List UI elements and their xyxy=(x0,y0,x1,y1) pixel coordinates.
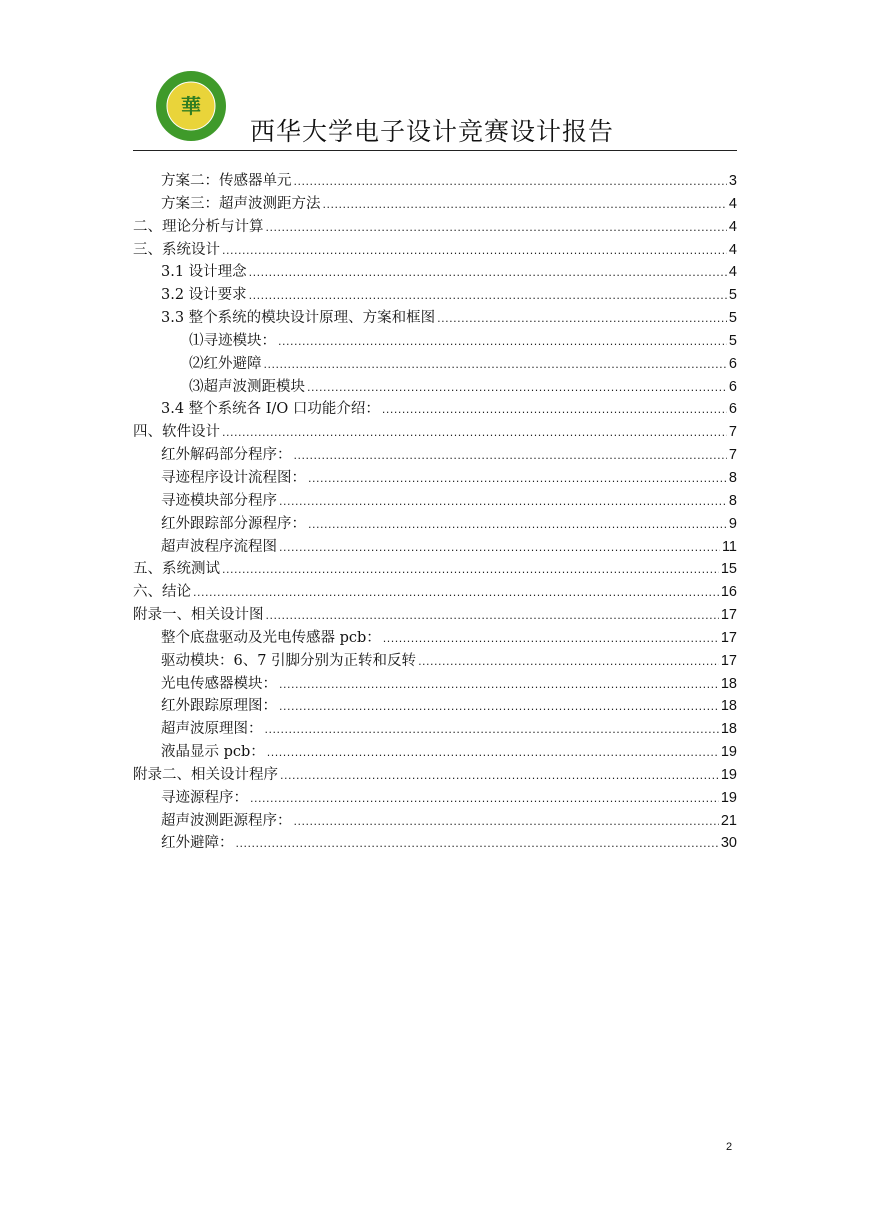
toc-dot-leader xyxy=(278,331,727,354)
toc-entry-label: 四、软件设计 xyxy=(133,424,220,441)
toc-entry[interactable] xyxy=(133,170,737,193)
toc-entry[interactable] xyxy=(133,536,737,559)
toc-entry-page: 18 xyxy=(720,675,737,692)
toc-entry[interactable] xyxy=(133,193,737,216)
toc-dot-leader xyxy=(222,422,727,445)
toc-dot-leader xyxy=(279,674,719,697)
toc-entry[interactable] xyxy=(133,810,737,833)
toc-entry[interactable] xyxy=(133,832,737,855)
toc-entry[interactable] xyxy=(133,444,737,467)
toc-entry-label: 驱动模块：6、7 引脚分别为正转和反转 xyxy=(161,652,417,669)
toc-entry[interactable] xyxy=(133,330,737,353)
toc-entry-label: ⑶超声波测距模块 xyxy=(189,378,305,395)
toc-dot-leader xyxy=(222,559,719,582)
logo-seal-icon xyxy=(155,70,227,142)
toc-entry-page: 9 xyxy=(728,515,737,532)
toc-entry[interactable] xyxy=(133,261,737,284)
toc-entry-label: 寻迹源程序： xyxy=(161,789,248,806)
toc-entry-label: 六、结论 xyxy=(133,584,191,601)
toc-dot-leader xyxy=(308,514,727,537)
toc-entry[interactable] xyxy=(133,284,737,307)
toc-entry-page: 16 xyxy=(720,584,737,601)
toc-entry-page: 7 xyxy=(728,447,737,464)
toc-entry-label: 3.4 整个系统各 I/O 口功能介绍： xyxy=(161,401,380,418)
toc-entry-page: 5 xyxy=(728,310,737,327)
toc-entry-label: 超声波原理图： xyxy=(161,721,263,738)
toc-entry-page: 19 xyxy=(720,766,737,783)
toc-entry-page: 17 xyxy=(720,607,737,624)
toc-entry-page: 18 xyxy=(720,721,737,738)
toc-entry[interactable] xyxy=(133,513,737,536)
toc-dot-leader xyxy=(249,285,727,308)
toc-dot-leader xyxy=(264,354,727,377)
svg-text:華: 華 xyxy=(181,94,201,118)
toc-entry-label: 方案三：超声波测距方法 xyxy=(161,195,321,212)
toc-entry-page: 30 xyxy=(720,835,737,852)
toc-entry[interactable] xyxy=(133,490,737,513)
toc-dot-leader xyxy=(250,788,719,811)
toc-entry-label: 红外跟踪部分源程序： xyxy=(161,515,306,532)
toc-dot-leader xyxy=(382,399,727,422)
toc-entry-page: 19 xyxy=(720,744,737,761)
toc-dot-leader xyxy=(193,582,719,605)
toc-entry[interactable] xyxy=(133,604,737,627)
toc-entry-page: 8 xyxy=(728,469,737,486)
toc-dot-leader xyxy=(280,765,719,788)
toc-entry-label: 红外解码部分程序： xyxy=(161,447,292,464)
toc-entry-page: 19 xyxy=(720,789,737,806)
toc-dot-leader xyxy=(437,308,727,331)
table-of-contents xyxy=(133,170,737,855)
toc-entry-label: 整个底盘驱动及光电传感器 pcb： xyxy=(161,629,381,646)
toc-entry[interactable] xyxy=(133,650,737,673)
toc-entry[interactable] xyxy=(133,558,737,581)
toc-entry-page: 17 xyxy=(720,629,737,646)
toc-entry-label: 超声波程序流程图 xyxy=(161,538,277,555)
toc-entry-label: 光电传感器模块： xyxy=(161,675,277,692)
toc-dot-leader xyxy=(236,833,719,856)
toc-entry-label: 3.3 整个系统的模块设计原理、方案和框图 xyxy=(161,310,436,327)
toc-entry-page: 21 xyxy=(720,812,737,829)
toc-dot-leader xyxy=(308,468,727,491)
toc-entry[interactable] xyxy=(133,239,737,262)
toc-dot-leader xyxy=(249,262,727,285)
toc-entry-label: 附录一、相关设计图 xyxy=(133,607,264,624)
toc-entry-label: 3.2 设计要求 xyxy=(161,287,247,304)
page-header-title: 西华大学电子设计竞赛设计报告 xyxy=(250,117,615,146)
toc-entry-page: 4 xyxy=(728,218,737,235)
toc-entry[interactable] xyxy=(133,353,737,376)
toc-entry-page: 6 xyxy=(728,401,737,418)
toc-entry[interactable] xyxy=(133,787,737,810)
toc-entry[interactable] xyxy=(133,398,737,421)
toc-entry-label: 方案二：传感器单元 xyxy=(161,173,292,189)
toc-dot-leader xyxy=(265,719,719,742)
toc-entry-label: ⑵红外避障 xyxy=(189,355,262,372)
toc-entry-page: 6 xyxy=(728,378,737,395)
toc-dot-leader xyxy=(266,605,719,628)
toc-entry[interactable] xyxy=(133,695,737,718)
toc-entry-page: 5 xyxy=(728,287,737,304)
toc-entry-page: 5 xyxy=(728,332,737,349)
toc-dot-leader xyxy=(294,171,727,194)
toc-entry[interactable] xyxy=(133,216,737,239)
toc-dot-leader xyxy=(267,742,719,765)
toc-entry-label: 液晶显示 pcb： xyxy=(161,744,265,761)
toc-dot-leader xyxy=(294,811,719,834)
toc-entry-label: ⑴寻迹模块： xyxy=(189,332,276,349)
page-number: 2 xyxy=(726,1141,733,1153)
toc-entry-page: 7 xyxy=(728,424,737,441)
toc-dot-leader xyxy=(383,628,719,651)
toc-entry[interactable] xyxy=(133,376,737,399)
toc-entry-label: 红外跟踪原理图： xyxy=(161,698,277,715)
toc-dot-leader xyxy=(418,651,719,674)
toc-entry-page: 4 xyxy=(728,195,737,212)
toc-entry-page: 3 xyxy=(728,173,737,189)
toc-entry[interactable] xyxy=(133,741,737,764)
toc-entry-page: 17 xyxy=(720,652,737,669)
toc-entry-label: 五、系统测试 xyxy=(133,561,220,578)
toc-dot-leader xyxy=(294,445,727,468)
toc-entry[interactable] xyxy=(133,718,737,741)
toc-entry[interactable] xyxy=(133,764,737,787)
university-logo xyxy=(155,70,227,142)
toc-entry[interactable] xyxy=(133,307,737,330)
toc-entry-label: 三、系统设计 xyxy=(133,241,220,258)
toc-entry-label: 寻迹模块部分程序 xyxy=(161,492,277,509)
toc-entry[interactable] xyxy=(133,467,737,490)
toc-entry[interactable] xyxy=(133,673,737,696)
toc-entry-page: 6 xyxy=(728,355,737,372)
toc-dot-leader xyxy=(222,240,727,263)
toc-entry[interactable] xyxy=(133,421,737,444)
toc-entry-page: 15 xyxy=(720,561,737,578)
toc-dot-leader xyxy=(279,537,720,560)
toc-entry-label: 寻迹程序设计流程图： xyxy=(161,469,306,486)
toc-entry-page: 11 xyxy=(721,538,737,555)
toc-entry-page: 4 xyxy=(728,264,737,281)
toc-dot-leader xyxy=(279,696,719,719)
toc-entry-label: 3.1 设计理念 xyxy=(161,264,247,281)
toc-entry-label: 二、理论分析与计算 xyxy=(133,218,264,235)
header-divider xyxy=(133,150,737,151)
toc-dot-leader xyxy=(279,491,727,514)
toc-dot-leader xyxy=(266,217,727,240)
toc-entry[interactable] xyxy=(133,627,737,650)
toc-entry-page: 4 xyxy=(728,241,737,258)
toc-entry-label: 红外避障： xyxy=(161,835,234,852)
toc-entry-page: 18 xyxy=(720,698,737,715)
toc-entry-label: 超声波测距源程序： xyxy=(161,812,292,829)
toc-entry-label: 附录二、相关设计程序 xyxy=(133,766,278,783)
toc-entry[interactable] xyxy=(133,581,737,604)
toc-dot-leader xyxy=(323,194,727,217)
toc-dot-leader xyxy=(307,377,727,400)
toc-entry-page: 8 xyxy=(728,492,737,509)
